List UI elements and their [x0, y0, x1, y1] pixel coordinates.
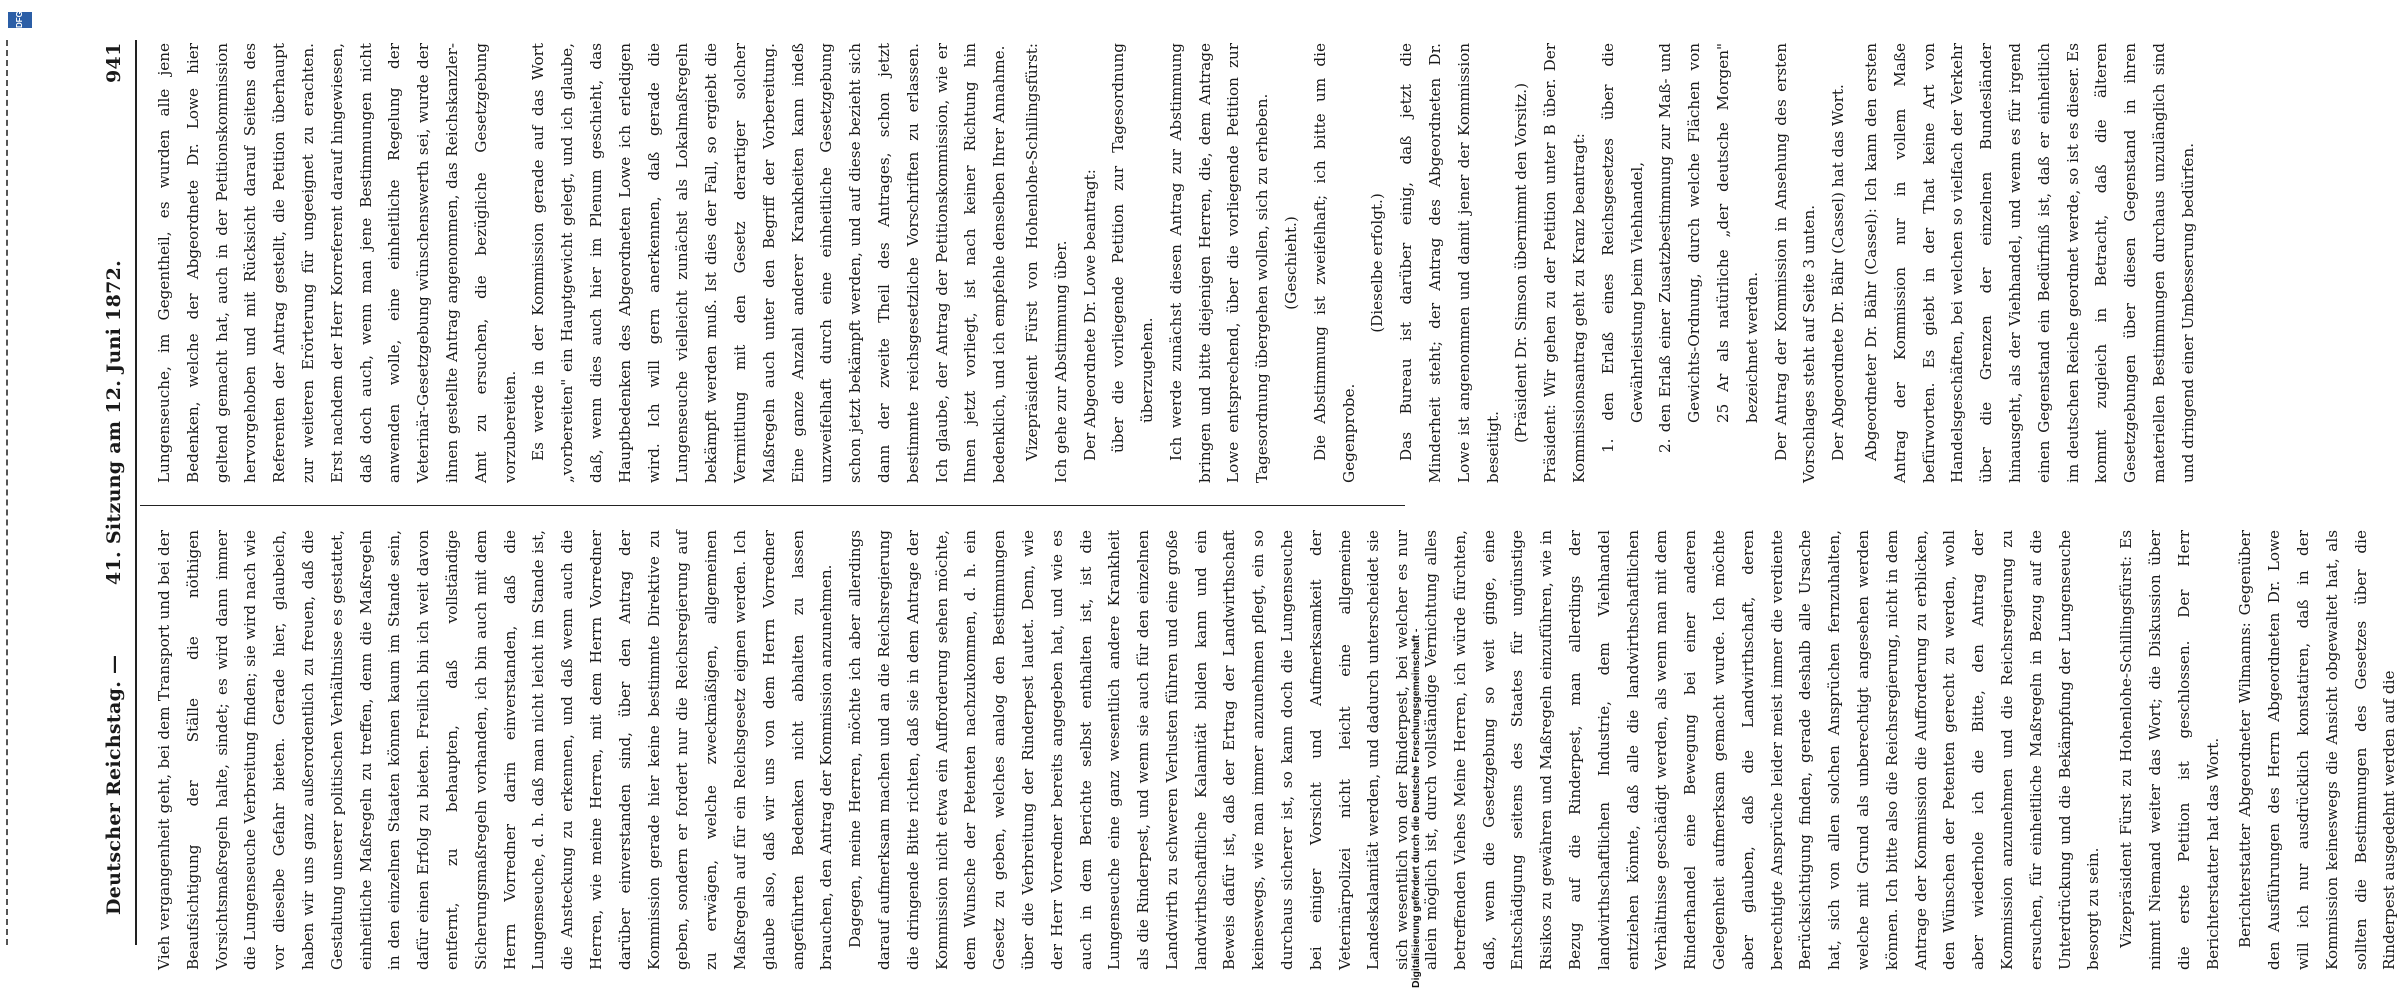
- top-scan-edge: [6, 40, 12, 945]
- paragraph: Vizepräsident Fürst von Hohenlohe-Schillingsfürst: Ich gehe zur Abstimmung über.: [1022, 43, 1070, 483]
- page-header: [95, 40, 137, 945]
- left-column: [150, 530, 2404, 970]
- paragraph: Der Antrag der Kommission in Ansehung des ersten Vorschlages steht auf Seite 3 unten.: [1771, 43, 1819, 483]
- paragraph: Abgeordneter Dr. Bähr (Cassel): Ich kann den ersten Antrag der Kommission nur in vollem Maße befürworten. Es giebt in der That keine Art von Handelsgeschäften, bei welchen so vielfach der Verkehr über die Grenzen der einzelnen Bundesländer hinausgeht, als der Viehhandel, und wenn es für irgend einen Gegenstand ein Bedürfniß ist, daß er einheitlich im deutschen Reiche geordnet werde, so ist es dieser. Es kommt zugleich in Betracht, daß die älteren Gesetzgebungen über diesen Gegenstand in ihren materiellen Bestimmungen durchaus unzulänglich sind und dringend einer Umbesserung bedürfen.: [1862, 43, 2197, 483]
- stage-direction: (Geschieht.): [1282, 216, 1301, 310]
- paragraph: Präsident: Wir gehen zu der Petition unter B über. Der Kommissionsantrag geht zu Kranz beantragt:: [1541, 43, 1589, 483]
- header-publication: Deutscher Reichstag. —: [103, 654, 125, 915]
- quoted-motion: über die vorliegende Petition zur Tagesordnung überzugehen.: [1109, 43, 1157, 453]
- paragraph: Vizepräsident Fürst zu Hohenlohe-Schillingsfürst: Es nimmt Niemand weiter das Wort; die Diskussion über die erste Petition ist geschlossen. Der Herr Berichterstatter hat das Wort.: [2117, 530, 2222, 970]
- stage-direction: (Präsident Dr. Simson übernimmt den Vorsitz.): [1512, 82, 1531, 444]
- paragraph: Dagegen, meine Herren, möchte ich aber allerdings darauf aufmerksam machen und an die Reichsregierung die dringende Bitte richten, daß sie in dem Antrage der Kommission nicht etwa ein Aufforderung sehen möchte, dem Wunsche der Petenten nachzukommen, d. h. ein Gesetz zu geben, welches analog den Bestimmungen über die Verbreitung der Rinderpest lautet. Denn, wie der Herr Vorredner bereits angegeben hat, und wie es auch in dem Berichte selbst enthalten ist, ist die Lungenseuche eine ganz wesentlich andere Krankheit als die Rinderpest, und wenn sie auch für den einzelnen Landwirth zu schweren Verlusten führen und eine große landwirthschaftliche Kalamität bilden kann und ein Beweis dafür ist, daß der Ertrag der Landwirthschaft keineswegs, wie man immer anzunehmen pflegt, ein so durchaus sicherer ist, so kann doch die Lungenseuche bei einiger Vorsicht und Aufmerksamkeit der Veterinärpolizei nicht leicht eine allgemeine Landeskalamität werden, und dadurch unterscheidet sie sich wesentlich von der Rinderpest, bei welcher es nur allein möglich ist, durch vollständige Vernichtung alles betreffenden Viehes Meine Herren, ich würde fürchten, daß, wenn die Gesetzgebung so weit ginge, eine Entschädigung seitens des Staates für ungünstige Risikos zu gewähren und Maßregeln einzuführen, wie in Bezug auf die Rinderpest, man allerdings der landwirthschaftlichen Industrie, dem Viehhandel entziehen könnte, daß alle die landwirthschaftlichen Verhältnisse geschädigt werden, als wenn man mit dem Rinderhandel eine Bewegung bei einer anderen Gelegenheit aufmerksam gemacht wurde. Ich möchte aber glauben, daß die Landwirthschaft, deren berechtigte Ansprüche leider meist immer die verdiente Berücksichtigung finden, gerade deshalb alle Ursache hat, sich von allen solchen Ansprüchen fernzuhalten, welche mit Grund als unberechtigt angesehen werden können. Ich bitte also die Reichsregierung, nicht in dem Antrage der Kommission die Aufforderung zu erblicken, den Wünschen der Petenten gerecht zu werden, wohl aber wiederhole ich die Bitte, den Antrag der Kommission anzunehmen und die Reichsregierung zu ersuchen, für einheitliche Maßregeln in Bezug auf die Unterdrückung und die Bekämpfung der Lungenseuche besorgt zu sein.: [846, 530, 2103, 970]
- dfg-logo-icon: DFG: [8, 12, 32, 28]
- page-number: 941: [103, 42, 125, 83]
- paragraph: Der Abgeordnete Dr. Bähr (Cassel) hat das Wort.: [1829, 84, 1848, 461]
- paragraph: Es werde in der Kommission gerade auf das Wort „vorbereiten" ein Hauptgewicht gelegt, und ich glaube, daß, wenn dies auch hier im Plenum geschieht, das Hauptbedenken des Abgeordneten Lowe ich erledigen wird. Ich will gern anerkennen, daß gerade die Lungenseuche vielleicht zunächst als Lokalmaßregeln bekämpft werden muß. Ist dies der Fall, so ergiebt die Vermittlung mit den Gesetz derartiger solcher Maßregeln auch unter den Begriff der Vorbereitung. Eine ganze Anzahl anderer Krankheiten kann indeß unzweifelhaft durch eine einheitliche Gesetzgebung schon jetzt bekämpft werden, und auf diese bezieht sich dann der zweite Theil des Antrages, schon jetzt bestimmte reichsgesetzliche Vorschriften zu erlassen. Ich glaube, der Antrag der Petitionskommission, wie er Ihnen jetzt vorliegt, ist nach keiner Richtung hin bedenklich, und ich empfehle denselben Ihrer Annahme.: [529, 43, 1009, 483]
- header-session: 41. Sitzung am 12. Juni 1872.: [103, 259, 125, 585]
- paragraph: Ich werde zunächst diesen Antrag zur Abstimmung bringen und bitte diejenigen Herren, die, dem Antrage Lowe entsprechend, über die vorliegende Petition zur Tagesordnung übergehen wollen, sich zu erheben.: [1166, 43, 1272, 483]
- paragraph: Die Abstimmung ist zweifelhaft; ich bitte um die Gegenprobe.: [1310, 43, 1358, 483]
- paragraph: Lungenseuche, im Gegentheil, es wurden alle jene Bedenken, welche der Abgeordnete Dr. Lowe hier geltend gemacht hat, auch in der Petitionskommission hervorgehoben und mit Rücksicht darauf Seitens des Referenten der Antrag gestellt, die Petition überhaupt zur weiteren Erörterung für ungeeignet zu erachten. Erst nachdem der Herr Korreferent darauf hingewiesen, daß doch auch, wenn man jene Bestimmungen nicht anwenden wolle, eine einheitliche Regelung der Veterinär-Gesetzgebung wünschenswerth sei, wurde der ihnen gestellte Antrag angenommen, das Reichskanzler-Amt zu ersuchen, die bezügliche Gesetzgebung vorzubereiten.: [155, 43, 519, 483]
- paragraph: Das Bureau ist darüber einig, daß jetzt die Minderheit steht; der Antrag des Abgeordneten Dr. Lowe ist angenommen und damit jener der Kommission beseitigt.: [1397, 43, 1502, 483]
- list-item: 2. den Erlaß einer Zusatzbestimmung zur Maß- und Gewichts-Ordnung, durch welche Flächen von 25 Ar als natürliche „der deutsche Morgen" bezeichnet werden.: [1656, 43, 1761, 453]
- paragraph: Der Abgeordnete Dr. Lowe beantragt:: [1080, 169, 1099, 461]
- column-divider: [140, 505, 1405, 506]
- right-column: [150, 43, 2203, 483]
- stage-direction: (Dieselbe erfolgt.): [1368, 193, 1387, 333]
- list-item: 1. den Erlaß eines Reichsgesetzes über die Gewährleistung beim Viehhandel,: [1598, 43, 1646, 453]
- paragraph: Vieh vergangenheit geht, bei dem Transport und bei der Beaufsichtigung der Ställe die nöthigen Vorsichtsmaßregeln halte, sindet; es wird dann immer die Lungenseuche Verbreitung finden; sie wird nach wie vor dieselbe Gefahr bieten. Gerade hier, glaubeich, haben wir uns ganz außerordentlich zu freuen, daß die Gestaltung unserer politischen Verhältnisse es gestattet, einheitliche Maßregeln zu treffen, denn die Maßregeln in den einzelnen Staaten können kaum im Stande sein, dafür einen Erfolg zu bieten. Freilich bin ich weit davon entfernt, zu behaupten, daß vollständige Sicherungsmaßregeln vorhanden, ich bin auch mit dem Herrn Vorredner darin einverstanden, daß die Lungenseuche, d. h. daß man nicht leicht im Stande ist, die Ansteckung zu erkennen, und daß wenn auch die Herren, wie meine Herren, mit dem Herrn Vorredner darüber einverstanden sind, über den Antrag der Kommission gerade hier keine bestimmte Direktive zu geben, sondern er fordert nur die Reichsregierung auf zu erwägen, welche zweckmäßigen, allgemeinen Maßregeln auf für ein Reichsgesetz eignen werden. Ich glaube also, daß wir uns von dem Herrn Vorredner angeführten Bedenken nicht abhalten zu lassen brauchen, den Antrag der Kommission anzunehmen.: [155, 530, 836, 970]
- digitization-credit: Digitalisierung gefördert durch die Deutsche Forschungsgemeinschaft -: [1410, 628, 1422, 988]
- paragraph: Berichterstatter Abgeordneter Wilmanns: Gegenüber den Ausführungen des Herrn Abgeordneten Dr. Lowe will ich nur ausdrücklich konstatiren, daß in der Kommission keineswegs die Ansicht obgewaltet hat, als sollten die Bestimmungen des Gesetzes über die Rinderpest ausgedehnt werden auf die: [2236, 530, 2399, 970]
